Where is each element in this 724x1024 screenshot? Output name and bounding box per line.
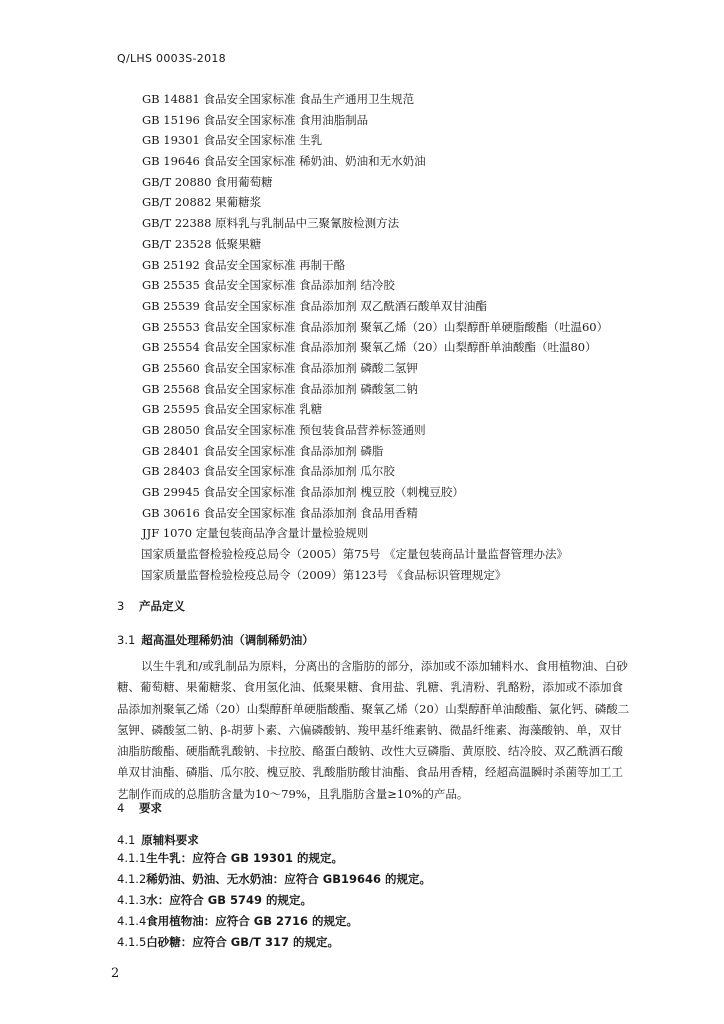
requirement-number: 4.1.4 [117,914,147,928]
reference-item: GB/T 20882 果葡糖浆 [142,195,262,210]
reference-item: GB/T 23528 低聚果糖 [142,236,262,251]
reference-item: GB 19301 食品安全国家标准 生乳 [142,133,323,148]
reference-item: GB 25535 食品安全国家标准 食品添加剂 结冷胶 [142,278,395,293]
section-heading-4 [117,800,162,816]
requirement-text: 生牛乳：应符合 GB 19301 的规定。 [146,851,343,865]
reference-item: GB 29945 食品安全国家标准 食品添加剂 槐豆胶（刺槐豆胶） [142,485,464,500]
section-number: 3 [117,599,125,613]
reference-item: GB 25568 食品安全国家标准 食品添加剂 磷酸氢二钠 [142,381,418,396]
paragraph-line: 以生牛乳和/或乳制品为原料，分离出的含脂肪的部分，添加或不添加辅料水、食用植物油、白砂 [141,659,628,673]
reference-item: GB 28401 食品安全国家标准 食品添加剂 磷脂 [142,443,384,458]
reference-item: GB 25553 食品安全国家标准 食品添加剂 聚氧乙烯（20）山梨醇酐单硬脂酸酯（吐温60） [142,319,609,334]
reference-item: GB 28403 食品安全国家标准 食品添加剂 瓜尔胶 [142,464,395,479]
requirement-item [117,890,431,911]
requirement-number: 4.1.5 [117,935,147,949]
requirement-item [117,869,431,890]
requirement-text: 白砂糖：应符合 GB/T 317 的规定。 [146,935,340,949]
paragraph-line: 油脂肪酸酯、硬脂酰乳酸钠、卡拉胶、酪蛋白酸钠、改性大豆磷脂、黄原胶、结冷胶、双乙酰酒石酸 [117,744,623,759]
paragraph-line: 品添加剂聚氧乙烯（20）山梨醇酐单硬脂酸酯、聚氧乙烯（20）山梨醇酐单油酸酯、氯化钙、磷酸二 [117,701,630,716]
requirement-item [117,932,431,953]
reference-item: GB 25192 食品安全国家标准 再制干酪 [142,257,346,272]
regulation-item: 国家质量监督检验检疫总局令（2005）第75号 《定量包装商品计量监督管理办法》 [141,547,569,562]
section-number: 4 [117,801,125,815]
section-heading-3-1 [117,632,314,648]
paragraph-line: 氢钾、磷酸氢二钠、β-胡萝卜素、六偏磷酸钠、羧甲基纤维素钠、微晶纤维素、海藻酸钠、单，双甘 [117,722,623,737]
reference-item: GB 14881 食品安全国家标准 食品生产通用卫生规范 [142,92,415,106]
reference-item: GB/T 20880 食用葡萄糖 [142,174,273,189]
product-definition-paragraph [117,656,647,805]
regulation-item: 国家质量监督检验检疫总局令（2009）第123号 《食品标识管理规定》 [141,567,507,582]
requirement-text: 食用植物油：应符合 GB 2716 的规定。 [146,914,358,928]
section-number: 3.1 [117,633,136,647]
paragraph-line: 艺制作而成的总脂肪含量为10～79%，且乳脂肪含量≥10%的产品。 [117,786,469,801]
section-heading-4-1 [117,832,199,848]
requirements-list [117,848,431,953]
requirement-number: 4.1.1 [117,851,147,865]
section-title: 产品定义 [139,599,185,613]
reference-item: GB/T 22388 原料乳与乳制品中三聚氰胺检测方法 [142,216,400,231]
paragraph-line: 糖、葡萄糖、果葡糖浆、食用氢化油、低聚果糖、食用盐、乳糖、乳清粉、乳酪粉，添加或不添加食 [117,680,623,695]
normative-references-list [0,89,724,586]
section-number: 4.1 [117,833,136,847]
reference-item: GB 15196 食品安全国家标准 食用油脂制品 [142,112,369,127]
reference-item: GB 30616 食品安全国家标准 食品添加剂 食品用香精 [142,505,418,520]
requirement-item [117,848,431,869]
requirement-text: 水：应符合 GB 5749 的规定。 [146,893,312,907]
requirement-item [117,911,431,932]
section-title: 要求 [139,801,162,815]
section-heading-3 [117,598,185,614]
paragraph-line: 单双甘油酯、磷脂、瓜尔胶、槐豆胶、乳酸脂肪酸甘油酯、食品用香精，经超高温瞬时杀菌等加工工 [117,765,623,780]
reference-item: GB 28050 食品安全国家标准 预包装食品营养标签通则 [142,423,426,437]
section-title: 原辅料要求 [141,833,199,847]
requirement-text: 稀奶油、奶油、无水奶油：应符合 GB19646 的规定。 [146,872,431,886]
requirement-number: 4.1.2 [117,872,147,886]
reference-item: JJF 1070 定量包装商品净含量计量检验规则 [142,526,369,541]
requirement-number: 4.1.3 [117,893,147,907]
reference-item: GB 25560 食品安全国家标准 食品添加剂 磷酸二氢钾 [142,360,418,375]
page-number: 2 [111,966,120,981]
document-id-header: Q/LHS 0003S-2018 [117,52,226,65]
section-title: 超高温处理稀奶油（调制稀奶油） [141,633,314,647]
reference-item: GB 19646 食品安全国家标准 稀奶油、奶油和无水奶油 [142,154,426,169]
reference-item: GB 25554 食品安全国家标准 食品添加剂 聚氧乙烯（20）山梨醇酐单油酸酯（吐温80） [142,340,597,355]
reference-item: GB 25539 食品安全国家标准 食品添加剂 双乙酰酒石酸单双甘油酯 [142,298,487,313]
reference-item: GB 25595 食品安全国家标准 乳糖 [142,402,323,417]
